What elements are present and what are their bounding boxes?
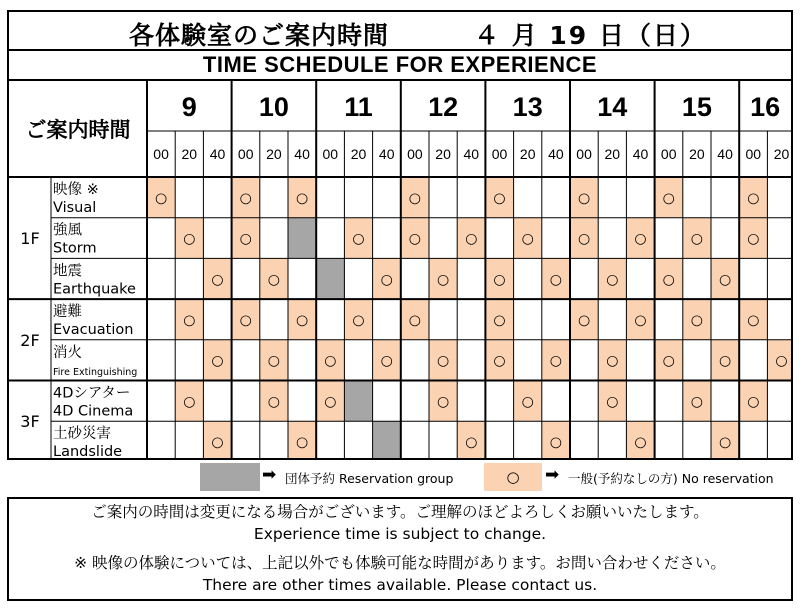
minute-label: 00 [491, 146, 508, 162]
legend-group-arrow-icon: ➡ [262, 465, 277, 485]
minute-label: 40 [294, 146, 310, 162]
floor-label: 2F [20, 330, 40, 350]
slot-circle-mark: ○ [634, 312, 647, 329]
room-name-en: Evacuation [53, 322, 134, 339]
slot-circle-mark: ○ [465, 231, 478, 248]
slot-circle-mark: ○ [267, 393, 281, 410]
slot-circle-mark: ○ [436, 393, 450, 410]
note-jp-visual: ※ 映像の体験については、上記以外でも体験可能な時間があります。お問い合わせください。 [74, 554, 726, 572]
minute-label: 20 [435, 146, 451, 162]
slot-circle-mark: ○ [662, 190, 675, 207]
schedule-table [9, 12, 791, 458]
room-name-jp: 映像 ※ [53, 182, 99, 198]
minute-label: 40 [632, 146, 649, 162]
slot-circle-mark: ○ [436, 271, 450, 288]
slot-circle-mark: ○ [324, 353, 337, 370]
slot-circle-mark: ○ [549, 271, 563, 288]
minute-label: 20 [604, 146, 621, 162]
slot-circle-mark: ○ [718, 434, 732, 451]
slot-circle-mark: ○ [690, 231, 704, 248]
minute-label: 40 [548, 146, 564, 162]
slot-circle-mark: ○ [493, 190, 506, 207]
slot-circle-mark: ○ [352, 231, 365, 248]
slot-circle-mark: ○ [606, 353, 619, 370]
slot-circle-mark: ○ [521, 393, 534, 410]
hour-label: 16 [750, 92, 781, 122]
slot-circle-mark: ○ [718, 271, 732, 288]
slot-circle-mark: ○ [690, 312, 704, 329]
hour-label: 13 [512, 92, 543, 122]
note-en-change: Experience time is subject to change. [253, 525, 547, 543]
schedule-subtitle: TIME SCHEDULE FOR EXPERIENCE [9, 51, 791, 81]
note-jp-change: ご案内の時間は変更になる場合がございます。ご理解のほどよろしくお願いいたします。 [91, 503, 709, 521]
slot-circle-mark: ○ [662, 271, 675, 288]
slot-circle-mark: ○ [211, 353, 224, 370]
slot-circle-mark: ○ [549, 353, 563, 370]
slot-circle-mark: ○ [239, 231, 252, 248]
hour-label: 11 [344, 92, 373, 122]
slot-circle-mark: ○ [521, 231, 534, 248]
slot-circle-mark: ○ [690, 393, 704, 410]
room-name-jp: 4Dシアター [53, 385, 131, 402]
minute-label: 20 [773, 146, 790, 162]
slot-circle-mark: ○ [352, 312, 365, 329]
slot-circle-mark: ○ [408, 312, 422, 329]
note-en-visual: There are other times available. Please contact us. [202, 576, 598, 594]
minute-label: 40 [378, 146, 395, 162]
slot-circle-mark: ○ [718, 353, 732, 370]
room-name-en: Landslide [53, 444, 123, 458]
room-name-en: Fire Extinguishing [53, 366, 138, 378]
minute-label: 20 [689, 146, 705, 162]
slot-circle-mark: ○ [747, 393, 760, 410]
slot-circle-mark: ○ [436, 353, 450, 370]
room-name-jp: 土砂災害 [53, 426, 111, 443]
slot-circle-mark: ○ [154, 190, 168, 207]
room-name-jp: 強風 [53, 222, 82, 239]
slot-circle-mark: ○ [493, 271, 506, 288]
slot-circle-mark: ○ [183, 312, 196, 329]
slot-circle-mark: ○ [465, 434, 478, 451]
minute-label: 00 [322, 146, 339, 162]
slot-circle-mark: ○ [606, 393, 619, 410]
slot-circle-mark: ○ [183, 231, 196, 248]
minute-label: 00 [153, 146, 169, 162]
hour-label: 10 [258, 92, 289, 122]
slot-cell-group [373, 421, 401, 458]
room-name-en: Earthquake [53, 281, 136, 298]
slot-circle-mark: ○ [324, 393, 337, 410]
minute-label: 00 [660, 146, 677, 162]
slot-circle-mark: ○ [577, 190, 591, 207]
room-name-en: 4D Cinema [53, 403, 134, 420]
slot-circle-mark: ○ [577, 231, 591, 248]
slot-circle-mark: ○ [380, 353, 393, 370]
room-name-jp: 消火 [53, 344, 82, 361]
slot-circle-mark: ○ [634, 231, 647, 248]
slot-circle-mark: ○ [747, 231, 760, 248]
schedule-frame [7, 10, 793, 460]
slot-circle-mark: ○ [295, 190, 309, 207]
legend-group-swatch [200, 463, 260, 491]
minute-label: 20 [181, 146, 198, 162]
slot-circle-mark: ○ [775, 353, 788, 370]
minute-label: 00 [745, 146, 762, 162]
minute-label: 20 [350, 146, 367, 162]
legend-group-label: 団体予約 Reservation group [285, 471, 454, 486]
slot-circle-mark: ○ [295, 434, 309, 451]
slot-cell-group [344, 381, 372, 422]
slot-circle-mark: ○ [295, 312, 309, 329]
slot-cell-group [316, 258, 344, 299]
room-name-en: Storm [53, 240, 97, 257]
slot-circle-mark: ○ [267, 271, 281, 288]
hour-label: 12 [428, 92, 459, 122]
legend-general-swatch: ○ [484, 463, 542, 491]
minute-label: 00 [407, 146, 423, 162]
room-name-en: Visual [53, 200, 97, 216]
minute-label: 20 [266, 146, 282, 162]
slot-circle-mark: ○ [747, 190, 760, 207]
room-name-jp: 避難 [53, 304, 82, 321]
minute-label: 00 [237, 146, 254, 162]
slot-circle-mark: ○ [606, 271, 619, 288]
minute-label: 20 [519, 146, 536, 162]
hour-label: 14 [597, 92, 628, 122]
legend-general-arrow-icon: ➡ [545, 465, 560, 485]
notes-box [7, 497, 793, 601]
time-corner-label: ご案内時間 [25, 118, 131, 142]
slot-circle-mark: ○ [239, 312, 252, 329]
legend-general-label: 一般(予約なしの方) No reservation [568, 471, 774, 486]
hour-label: 15 [681, 92, 712, 122]
slot-circle-mark: ○ [408, 190, 422, 207]
hour-label: 9 [181, 92, 197, 122]
slot-circle-mark: ○ [183, 393, 196, 410]
slot-circle-mark: ○ [747, 312, 760, 329]
slot-circle-mark: ○ [408, 231, 422, 248]
page-title: 各体験室のご案内時間 [129, 21, 390, 50]
slot-circle-mark: ○ [239, 190, 252, 207]
slot-circle-mark: ○ [634, 434, 647, 451]
slot-circle-mark: ○ [662, 353, 675, 370]
floor-label: 1F [20, 229, 40, 249]
slot-circle-mark: ○ [549, 434, 563, 451]
slot-circle-mark: ○ [493, 312, 506, 329]
slot-circle-mark: ○ [267, 353, 281, 370]
slot-circle-mark: ○ [211, 434, 224, 451]
schedule-date: ４ 月 19 日（日） [474, 21, 707, 50]
minute-label: 40 [209, 146, 226, 162]
slot-circle-mark: ○ [577, 312, 591, 329]
minute-label: 00 [576, 146, 592, 162]
floor-label: 3F [20, 412, 40, 432]
minute-label: 40 [717, 146, 733, 162]
slot-circle-mark: ○ [211, 271, 224, 288]
slot-cell-group [288, 218, 316, 259]
room-name-jp: 地震 [53, 263, 82, 280]
minute-label: 40 [463, 146, 480, 162]
slot-circle-mark: ○ [380, 271, 393, 288]
slot-circle-mark: ○ [493, 353, 506, 370]
